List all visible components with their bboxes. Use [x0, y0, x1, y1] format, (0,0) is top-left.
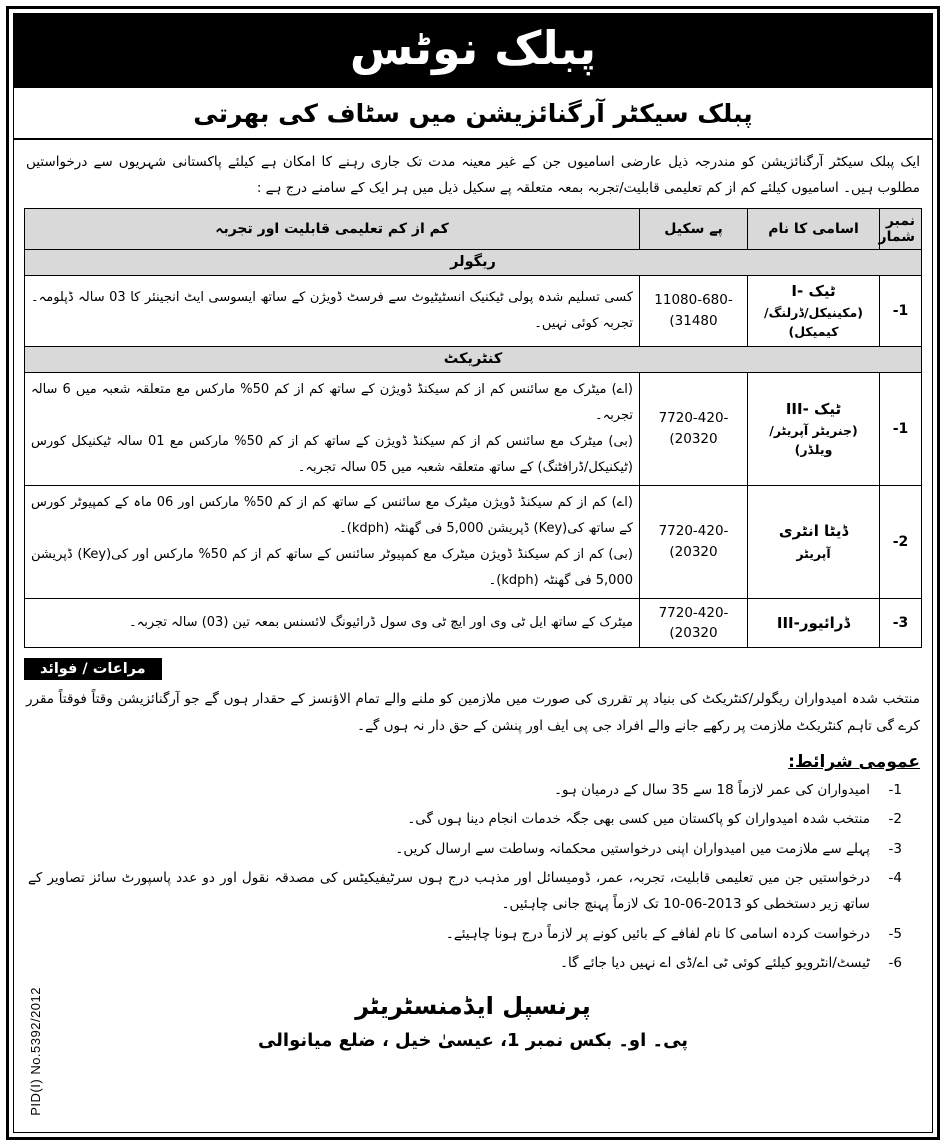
document-content: [14, 140, 932, 1132]
qualification-line: کسی تسلیم شدہ پولی ٹیکنیک انسٹیٹیوٹ سے فرسٹ ڈویژن کے ساتھ ایسوسی ایٹ انجینئر کا 03 سالہ ڈپلومہ۔ تجربہ کوئی نہیں۔: [31, 289, 633, 331]
public-notice-banner: [14, 14, 932, 88]
signatory-address: پی۔ او۔ بکس نمبر 1، عیسیٰ خیل ، ضلع میانوالی: [257, 1029, 689, 1051]
list-item: درخواست کردہ اسامی کا نام لفافے کے بائیں کونے پر لازماً درج ہونا چاہیئے۔: [445, 925, 870, 942]
row-post: [748, 485, 880, 598]
benefits-heading: مراعات / فوائد: [24, 658, 162, 680]
row-post-name: ٹیک -III: [785, 399, 842, 418]
outer-border: [6, 6, 940, 1140]
row-post-name: ڈیٹا انٹری: [778, 522, 849, 540]
signature-block: [24, 978, 922, 1053]
banner-title: پبلک نوٹس: [349, 21, 597, 75]
qualification-line: میٹرک کے ساتھ ایل ٹی وی اور ایچ ٹی وی سول ڈرائیونگ لائسنس بمعہ تین (03) سالہ تجربہ۔: [128, 614, 633, 630]
row-qualification: [25, 275, 640, 346]
table-head: [25, 208, 922, 249]
conditions-list: [24, 776, 922, 978]
signatory-title: پرنسپل ایڈمنسٹریٹر: [355, 992, 591, 1021]
row-post-name: ڈرائیور-III: [776, 613, 851, 632]
qualification-line: (اے) کم از کم سیکنڈ ڈویژن میٹرک مع سائنس کے ساتھ کم از کم 50% مارکس اور 06 ماہ کے کمپیوٹر کورس کے ساتھ کی(Key) ڈپریشن 5,000 فی گھنٹہ (kdph)۔: [31, 494, 633, 536]
table-row: [25, 598, 922, 648]
column-header-sr: نمبر شمار: [880, 208, 922, 249]
qualification-line: (بی) میٹرک مع سائنس کم از کم سیکنڈ ڈویژن کے ساتھ کم از کم 50% مارکس مع 01 سالہ ٹیکنیکل کورس (ٹیکنیکل/ڈرافٹنگ) کے ساتھ متعلقہ شعبہ میں 05 سالہ تجربہ۔: [31, 433, 633, 475]
row-qualification: [25, 372, 640, 485]
section-label-regular: ریگولر: [25, 249, 922, 275]
qualification-line: (اے) میٹرک مع سائنس کم از کم سیکنڈ ڈویژن کے ساتھ کم از کم 50% مارکس مع متعلقہ شعبہ میں 6 سالہ تجربہ۔: [31, 381, 633, 423]
list-item: منتخب شدہ امیدواران کو پاکستان میں کسی بھی جگہ خدمات انجام دینا ہوں گی۔: [407, 811, 870, 828]
row-post: [748, 372, 880, 485]
row-scale: 7720-420-20320): [640, 485, 748, 598]
list-item: ٹیسٹ/انٹرویو کیلئے کوئی ٹی اے/ڈی اے نہیں دیا جائے گا۔: [560, 955, 870, 971]
column-header-scale: پے سکیل: [640, 208, 748, 249]
row-scale: 7720-420-20320): [640, 372, 748, 485]
page-title: پبلک سیکٹر آرگنائزیشن میں سٹاف کی بھرتی: [14, 88, 932, 141]
row-post-name: ٹیک -I: [791, 281, 836, 300]
table-row: [25, 485, 922, 598]
inner-border: [13, 13, 933, 1133]
row-qualification: [25, 598, 640, 648]
vacancies-table: [24, 208, 922, 649]
row-sr: 1-: [880, 372, 922, 485]
row-post: [748, 598, 880, 648]
row-scale: 11080-680-31480): [640, 275, 748, 346]
row-sr: 1-: [880, 275, 922, 346]
row-scale: 7720-420-20320): [640, 598, 748, 648]
row-sr: 2-: [880, 485, 922, 598]
section-row-contract: [25, 346, 922, 372]
column-header-qualification: کم از کم تعلیمی قابلیت اور تجربہ: [25, 208, 640, 249]
section-row-regular: [25, 249, 922, 275]
table-row: [25, 372, 922, 485]
list-item: امیدواران کی عمر لازماً 18 سے 35 سال کے درمیان ہو۔: [554, 782, 870, 799]
table-body: [25, 249, 922, 648]
intro-paragraph: ایک پبلک سیکٹر آرگنائزیشن کو مندرجہ ذیل عارضی اسامیوں جن کے غیر معینہ مدت تک جاری رہنے کا امکان ہے کیلئے پاکستانی شہریوں سے درخواستیں مطلوب ہیں۔ اسامیوں کیلئے کم از کم تعلیمی قابلیت/تجربہ بمعہ متعلقہ پے سکیل ذیل میں ہر ایک کے سامنے درج ہے :: [26, 154, 920, 197]
column-header-post: اسامی کا نام: [748, 208, 880, 249]
benefits-paragraph: منتخب شدہ امیدواران ریگولر/کنٹریکٹ کی بنیاد پر تقرری کی صورت میں ملازمین کو ملنے والے تمام الاؤنسز کے حقدار ہوں گے جو آرگنائزیشن وقتاً فوقتاً مقرر کرے گی تاہم کنٹریکٹ ملازمت پر رکھے جانے والے افراد جی پی ایف اور پنشن کے حق دار نہ ہوں گے۔: [26, 691, 920, 735]
row-qualification: [25, 485, 640, 598]
row-post-sub: (مکینیکل/ڈرلنگ/کیمیکل): [764, 305, 863, 339]
benefits-heading-wrap: [24, 658, 922, 680]
table-header-row: [25, 208, 922, 249]
row-post: [748, 275, 880, 346]
row-post-sub: (جنریٹر آپریٹر/ویلڈر): [769, 423, 858, 457]
section-label-contract: کنٹریکٹ: [25, 346, 922, 372]
conditions-heading: عمومی شرائط:: [788, 752, 920, 773]
qualification-line: (بی) کم از کم سیکنڈ ڈویژن میٹرک مع کمپیوٹر سائنس کے ساتھ کم از کم 50% مارکس اور کی(Key) ڈپریشن 5,000 فی گھنٹہ (kdph)۔: [31, 546, 633, 588]
row-sr: 3-: [880, 598, 922, 648]
row-post-sub: آپریٹر: [796, 545, 831, 561]
pid-number: PID(I) No.5392/2012: [28, 987, 43, 1116]
table-row: [25, 275, 922, 346]
list-item: پہلے سے ملازمت میں امیدواران اپنی درخواستیں محکمانہ وساطت سے ارسال کریں۔: [395, 840, 870, 857]
list-item: درخواستیں جن میں تعلیمی قابلیت، تجربہ، عمر، ڈومیسائل اور مذہب درج ہوں سرٹیفیکیٹس کی مصدقہ نقول اور دو عدد پاسپورٹ سائز تصاویر کے ساتھ زیر دستخطی کو 2013-06-10 تک لازماً پہنچ جانی چاہئیں۔: [28, 870, 870, 913]
